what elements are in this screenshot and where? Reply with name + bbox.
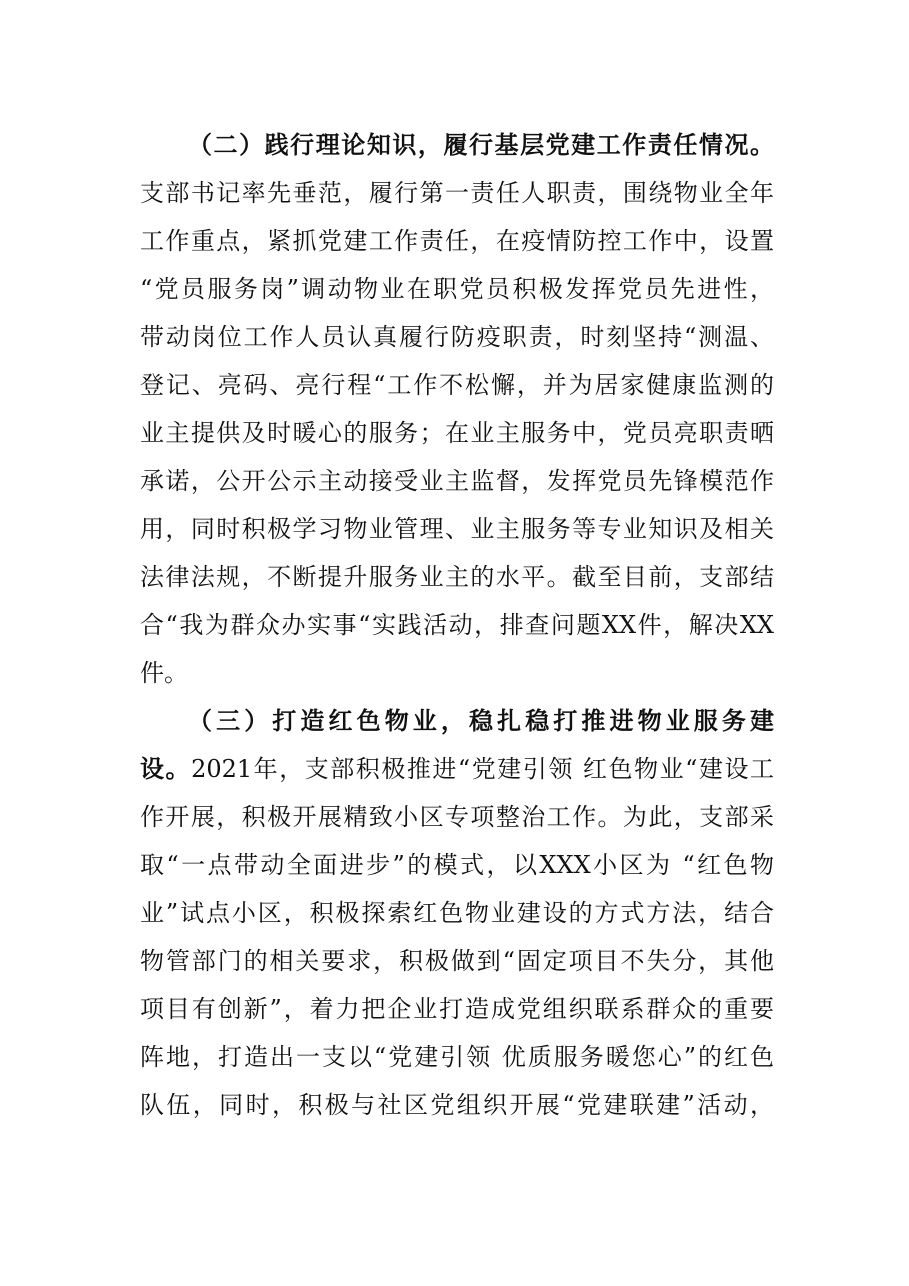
section-2-heading: （二）践行理论知识，履行基层党建工作责任情况。 <box>188 130 774 159</box>
paragraph-line: 业主提供及时暖心的服务；在业主服务中，党员亮职责晒 <box>140 419 774 447</box>
section-3-heading-line-2 <box>140 745 774 793</box>
paragraph-line: 队伍，同时，积极与社区党组织开展“党建联建”活动， <box>140 1091 774 1119</box>
paragraph-line: 作开展，积极开展精致小区专项整治工作。为此，支部采 <box>140 803 774 831</box>
paragraph-line: “党员服务岗”调动物业在职党员积极发挥党员先进性， <box>140 275 774 303</box>
paragraph-line: 取“一点带动全面进步”的模式，以XXX小区为 “红色物 <box>140 851 774 879</box>
paragraph-line: 用，同时积极学习物业管理、业主服务等专业知识及相关 <box>140 515 774 543</box>
paragraph-line: 支部书记率先垂范，履行第一责任人职责，围绕物业全年 <box>140 179 774 207</box>
paragraph-line: 带动岗位工作人员认真履行防疫职责，时刻坚持“测温、 <box>140 323 774 351</box>
paragraph-line: 物管部门的相关要求，积极做到“固定项目不失分，其他 <box>140 947 774 975</box>
paragraph-line: 承诺，公开公示主动接受业主监督，发挥党员先锋模范作 <box>140 467 774 495</box>
paragraph-line: 项目有创新”，着力把企业打造成党组织联系群众的重要 <box>140 995 774 1023</box>
paragraph-line: 合“我为群众办实事“实践活动，排查问题XX件，解决XX <box>140 611 774 639</box>
section-3-heading: （三）打造红色物业，稳扎稳打推进物业服务建 <box>188 706 774 735</box>
section-3-heading-end: 设。 <box>140 754 192 783</box>
paragraph-line: 业”试点小区，积极探索红色物业建设的方式方法，结合 <box>140 899 774 927</box>
paragraph-line: 阵地，打造出一支以“党建引领 优质服务暖您心”的红色 <box>140 1043 774 1071</box>
paragraph-line: 件。 <box>140 659 188 687</box>
paragraph-line: 法律法规，不断提升服务业主的水平。截至目前，支部结 <box>140 563 774 591</box>
paragraph-line: 登记、亮码、亮行程“工作不松懈，并为居家健康监测的 <box>140 371 774 399</box>
paragraph-text: 2021年，支部积极推进“党建引领 红色物业“建设工 <box>191 755 774 783</box>
paragraph-line: 工作重点，紧抓党建工作责任，在疫情防控工作中，设置 <box>140 227 774 255</box>
